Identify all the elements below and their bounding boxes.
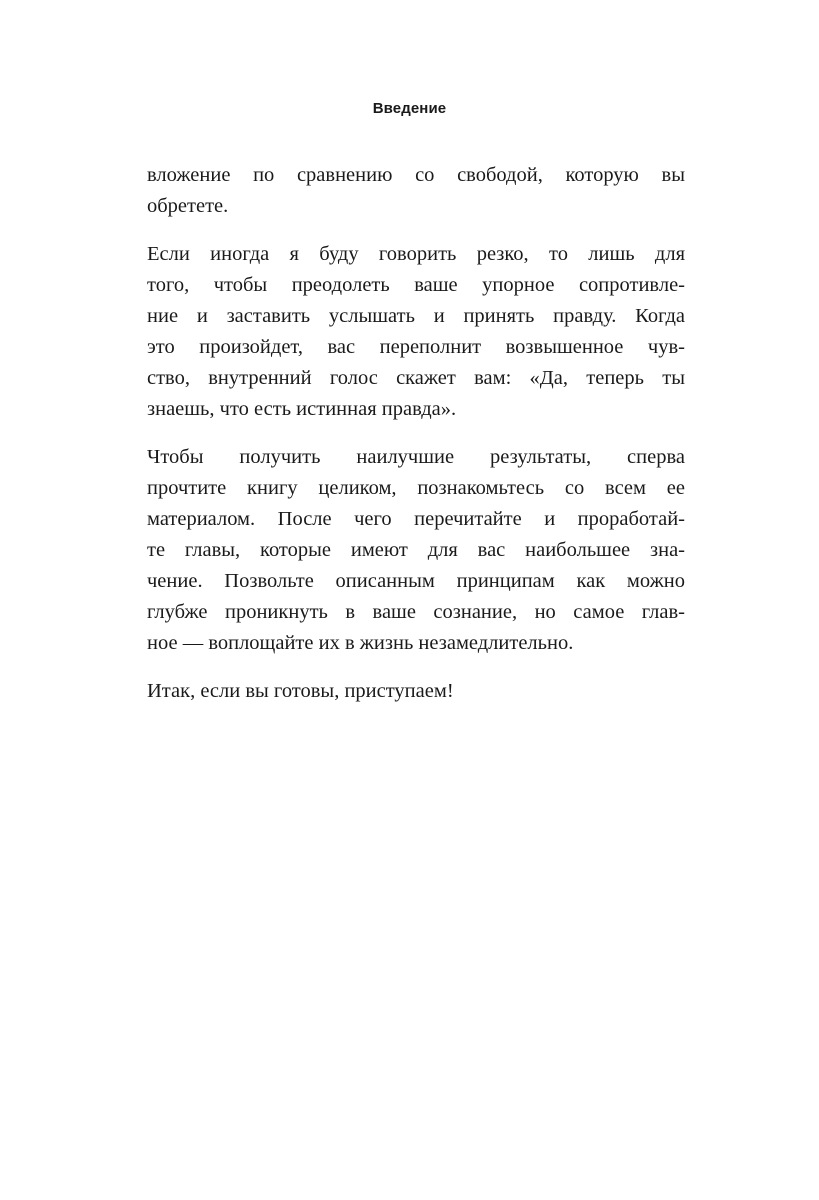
text-line: материалом. После чего перечитайте и проработай-	[147, 508, 685, 530]
text-line: Чтобы получить наилучшие результаты, сперва	[147, 446, 685, 468]
text-line: те главы, которые имеют для вас наибольшее зна-	[147, 539, 685, 561]
text-line: обретете.	[147, 195, 229, 217]
text-line: прочтите книгу целиком, познакомьтесь со всем ее	[147, 477, 685, 499]
text-line: того, чтобы преодолеть ваше упорное сопротивле-	[147, 274, 685, 296]
body-text	[147, 160, 685, 724]
text-line: Если иногда я буду говорить резко, то лишь для	[147, 243, 685, 265]
paragraph-4	[147, 676, 685, 707]
text-line: ное — воплощайте их в жизнь незамедлительно.	[147, 632, 574, 654]
text-line: ние и заставить услышать и принять правду. Когда	[147, 305, 685, 327]
text-line: чение. Позвольте описанным принципам как можно	[147, 570, 685, 592]
text-line: знаешь, что есть истинная правда».	[147, 398, 457, 420]
text-line: вложение по сравнению со свободой, которую вы	[147, 164, 685, 186]
paragraph-3	[147, 442, 685, 659]
text-line: глубже проникнуть в ваше сознание, но самое глав-	[147, 601, 685, 623]
paragraph-1	[147, 160, 685, 222]
text-line: это произойдет, вас переполнит возвышенное чув-	[147, 336, 685, 358]
text-line: ство, внутренний голос скажет вам: «Да, теперь ты	[147, 367, 685, 389]
running-head-title: Введение	[372, 100, 447, 117]
text-line: Итак, если вы готовы, приступаем!	[147, 680, 454, 702]
paragraph-2	[147, 239, 685, 425]
